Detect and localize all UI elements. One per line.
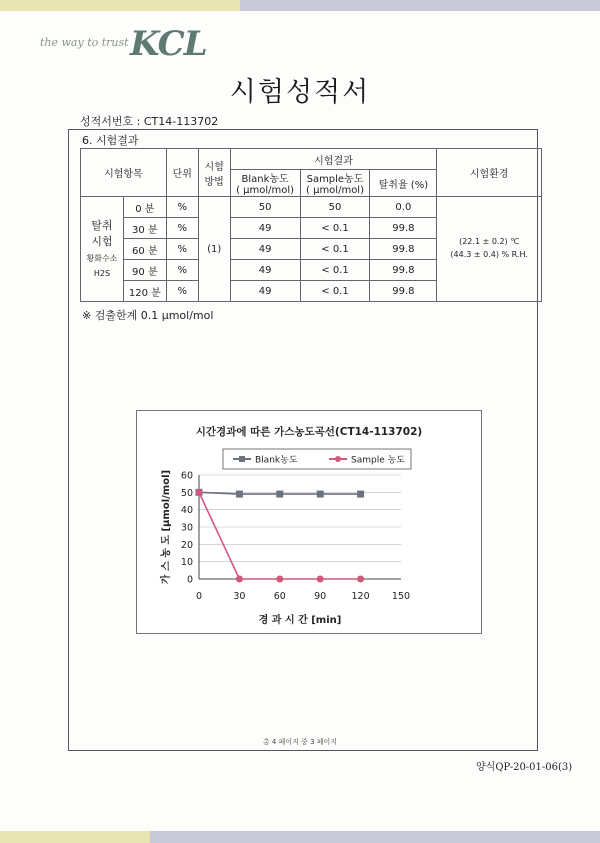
data-point: [276, 576, 283, 583]
table-row: 탈취 시험 황화수소 H2S 0 분 % (1) 50 50 0.0 (22.1 ± 0.2) ℃ (44.3 ± 0.4) % R.H.: [81, 197, 542, 218]
table-row: 30 분 % 49 < 0.1 99.8: [81, 218, 542, 239]
header-unit: 단위: [166, 149, 198, 197]
header-sample: Sample농도 ( μmol/mol): [300, 170, 370, 197]
y-tick-label: 30: [180, 522, 193, 534]
header-removal: 탈취율 (%): [370, 170, 437, 197]
certificate-number: 성적서번호 : CT14-113702: [80, 115, 219, 128]
header-test-item: 시험항목: [81, 149, 167, 197]
legend-entry: Sample 농도: [351, 455, 405, 466]
document-title: 시험성적서: [229, 77, 371, 108]
x-tick-label: 90: [314, 591, 327, 602]
tagline: the way to trust: [40, 36, 129, 49]
concentration-chart: [136, 410, 482, 634]
bottom-color-bar: [0, 831, 600, 843]
table-row: 60 분 % 49 < 0.1 99.8: [81, 239, 542, 260]
group-label: 탈취 시험 황화수소 H2S: [81, 197, 124, 302]
data-point: [236, 576, 243, 583]
series-line-1: [199, 492, 361, 579]
x-axis-label: 경 과 시 간 [min]: [258, 615, 342, 626]
data-point: [357, 576, 364, 583]
environment-cell: (22.1 ± 0.2) ℃ (44.3 ± 0.4) % R.H.: [437, 197, 542, 302]
page-number: 총 4 페이지 중 3 페이지: [262, 738, 338, 746]
data-point: [317, 491, 324, 498]
form-number: 양식QP-20-01-06(3): [476, 762, 573, 773]
kcl-logo: KCL: [130, 24, 207, 64]
results-table: [80, 148, 542, 302]
header-result: 시험결과: [230, 149, 437, 170]
x-tick-label: 0: [195, 591, 203, 602]
data-point: [317, 576, 324, 583]
legend-marker: [239, 456, 245, 462]
y-axis-label: 가 스 농 도 [μmol/mol]: [161, 469, 172, 585]
data-point: [236, 491, 243, 498]
section-title: 6. 시험결과: [82, 134, 139, 147]
x-tick-label: 60: [273, 591, 286, 602]
x-tick-label: 30: [233, 591, 246, 602]
top-color-bar: [0, 0, 600, 11]
y-tick-label: 40: [180, 505, 193, 517]
data-point: [276, 491, 283, 498]
method-cell: (1): [198, 197, 230, 302]
y-tick-label: 10: [180, 557, 193, 569]
detection-limit-note: ※ 검출한계 0.1 μmol/mol: [82, 309, 214, 322]
header-blank: Blank농도 ( μmol/mol): [230, 170, 300, 197]
header-environment: 시험환경: [437, 149, 542, 197]
table-row: 90 분 % 49 < 0.1 99.8: [81, 260, 542, 281]
y-tick-label: 0: [186, 574, 193, 586]
legend-marker: [335, 456, 341, 462]
chart-title: 시간경과에 따른 가스농도곡선(CT14-113702): [195, 426, 423, 438]
x-tick-label: 150: [391, 591, 411, 602]
header-method: 시험 방법: [198, 149, 230, 197]
legend-entry: Blank농도: [255, 455, 298, 466]
y-tick-label: 20: [180, 539, 193, 551]
chart-svg: [137, 411, 481, 633]
y-tick-label: 60: [180, 470, 193, 482]
y-tick-label: 50: [180, 487, 193, 499]
x-tick-label: 120: [351, 591, 370, 602]
data-point: [196, 489, 203, 496]
data-point: [357, 491, 364, 498]
table-row: 120 분 % 49 < 0.1 99.8: [81, 281, 542, 302]
